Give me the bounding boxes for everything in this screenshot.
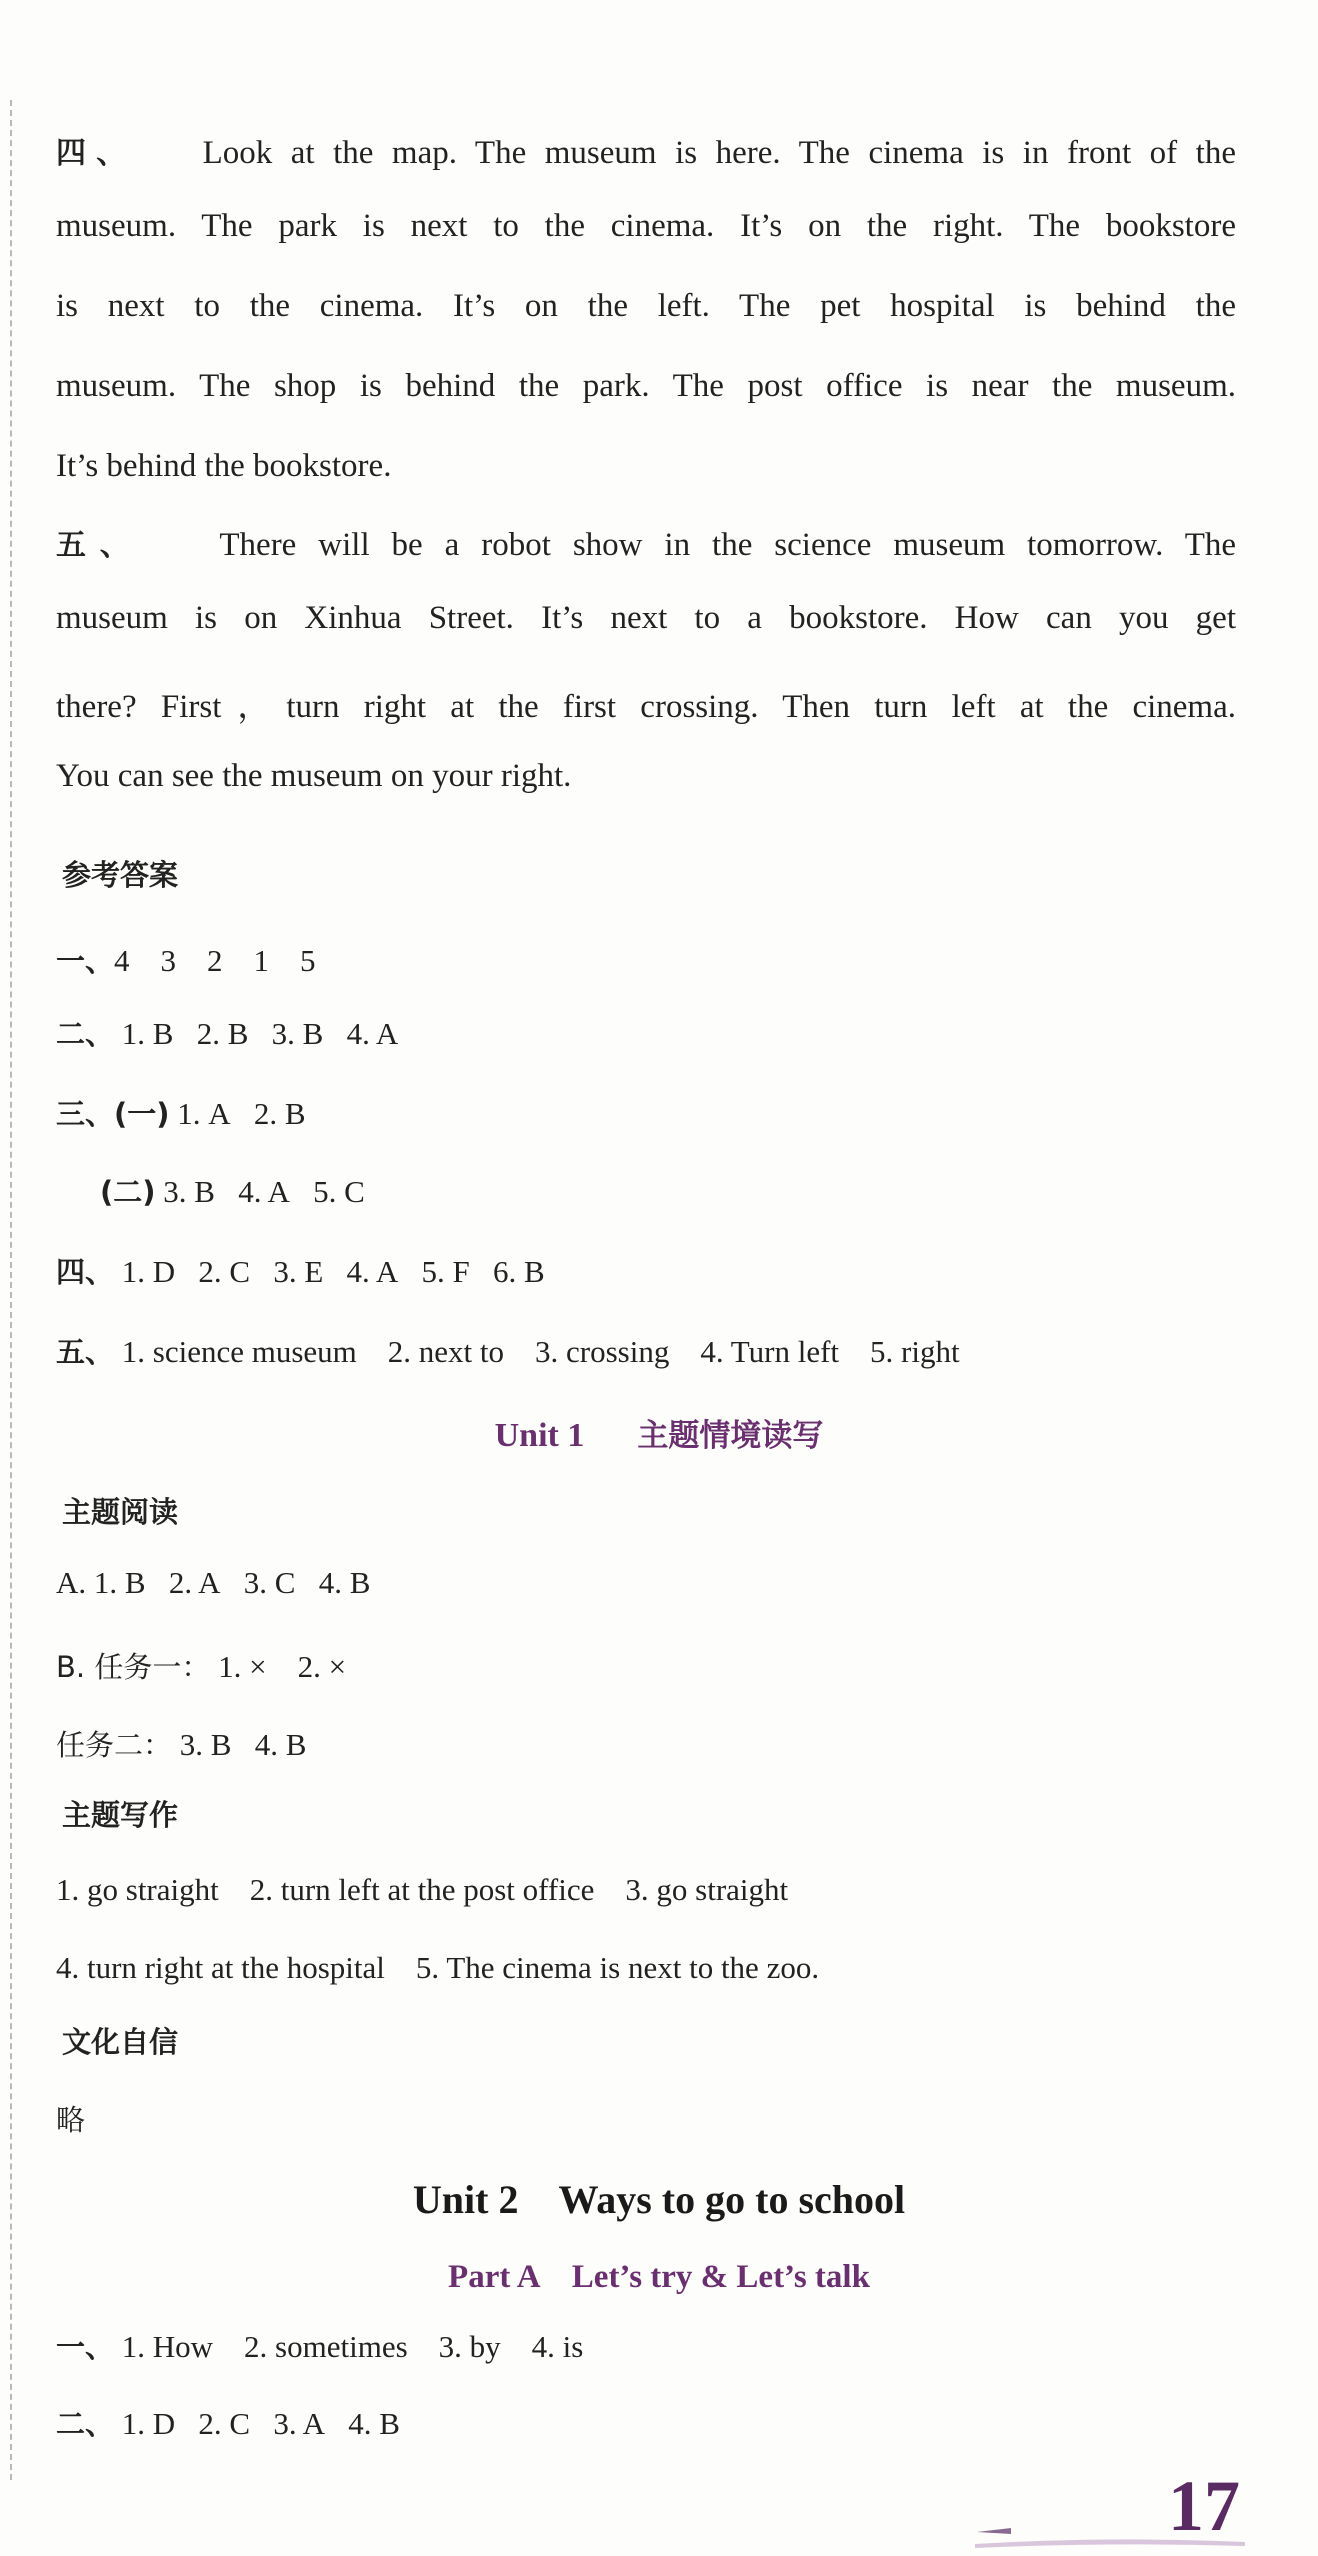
binding-margin-line xyxy=(10,100,12,2480)
footer-arrow-icon xyxy=(975,2520,1015,2540)
section5-marker: 五、 xyxy=(56,528,144,563)
answer-row-3: 三、(一) 1. A 2. B xyxy=(56,1096,306,1131)
unit1-reading-b: B. 任务一： 1. × 2. × xyxy=(56,1649,347,1684)
unit1-writing-line-1: 1. go straight 2. turn left at the post office 3. go straight xyxy=(56,1872,789,1907)
section5-line-1: 五、 There will be a robot show in the science museum tomorrow. The xyxy=(56,527,1237,563)
unit2-part-title: Part A Let’s try & Let’s talk xyxy=(448,2259,870,2295)
answer-row-5: 四、 1. D 2. C 3. E 4. A 5. F 6. B xyxy=(56,1254,545,1289)
section4-line-4: museum. The shop is behind the park. The post office is near the museum. xyxy=(56,368,1236,404)
page-number: 17 xyxy=(1168,2466,1240,2546)
answer-row-6: 五、 1. science museum 2. next to 3. crossing 4. Turn left 5. right xyxy=(56,1334,960,1369)
answers-heading: 参考答案 xyxy=(62,858,179,892)
unit2-answer-row-2: 二、 1. D 2. C 3. A 4. B xyxy=(56,2406,400,2441)
section4-marker: 四、 xyxy=(56,136,137,171)
section4-line-1: 四、 Look at the map. The museum is here. The cinema is in front of the xyxy=(56,135,1236,171)
unit1-reading-a: A. 1. B 2. A 3. C 4. B xyxy=(56,1565,371,1600)
unit1-culture-heading: 文化自信 xyxy=(62,2025,179,2059)
unit1-culture-text: 略 xyxy=(56,2103,86,2137)
section4-line-3: is next to the cinema. It’s on the left. The pet hospital is behind the xyxy=(56,288,1236,324)
unit1-writing-line-2: 4. turn right at the hospital 5. The cinema is next to the zoo. xyxy=(56,1950,820,1985)
section5-line-3: there? First，turn right at the first crossing. Then turn left at the cinema. xyxy=(56,689,1236,725)
section4-line-2: museum. The park is next to the cinema. It’s on the right. The bookstore xyxy=(56,208,1236,244)
answer-row-2: 二、 1. B 2. B 3. B 4. A xyxy=(56,1016,399,1051)
unit2-answer-row-1: 一、 1. How 2. sometimes 3. by 4. is xyxy=(56,2329,584,2364)
section5-line-4: You can see the museum on your right. xyxy=(56,758,572,794)
answer-row-1: 一、4 3 2 1 5 xyxy=(56,943,316,978)
unit1-reading-b2: 任务二： 3. B 4. B xyxy=(56,1727,307,1762)
unit1-title: Unit 1 主题情境读写 xyxy=(494,1417,824,1454)
section4-line-5: It’s behind the bookstore. xyxy=(56,448,392,484)
unit1-reading-heading: 主题阅读 xyxy=(62,1495,179,1529)
section5-line-2: museum is on Xinhua Street. It’s next to a bookstore. How can you get xyxy=(56,600,1236,636)
answer-row-4: (二) 3. B 4. A 5. C xyxy=(100,1174,365,1209)
unit1-writing-heading: 主题写作 xyxy=(62,1798,179,1832)
unit2-title: Unit 2 Ways to go to school xyxy=(412,2177,906,2222)
